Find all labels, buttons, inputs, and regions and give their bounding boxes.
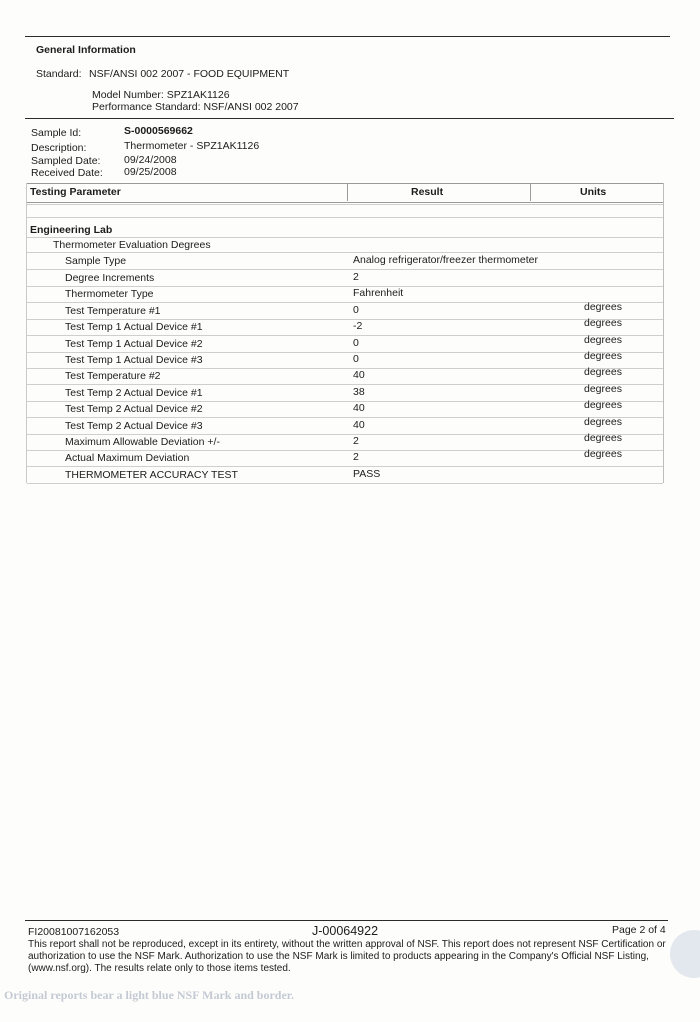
row-result: 0 xyxy=(353,304,359,316)
subsection-thermometer-evaluation: Thermometer Evaluation Degrees xyxy=(53,239,211,251)
row-result: 40 xyxy=(353,402,365,414)
section-engineering-lab: Engineering Lab xyxy=(30,224,113,236)
row-parameter: Test Temperature #2 xyxy=(65,370,161,382)
table-row xyxy=(27,253,663,270)
row-result: -2 xyxy=(353,320,363,332)
performance-standard: Performance Standard: NSF/ANSI 002 2007 xyxy=(92,101,299,113)
standard-value: NSF/ANSI 002 2007 - FOOD EQUIPMENT xyxy=(89,68,290,80)
top-rule xyxy=(25,36,670,37)
row-units: degrees xyxy=(584,399,622,411)
sampled-date-label: Sampled Date: xyxy=(31,155,101,167)
page-number: Page 2 of 4 xyxy=(612,924,666,936)
header-testing-parameter: Testing Parameter xyxy=(30,186,121,198)
table-row xyxy=(27,450,663,467)
row-parameter: Degree Increments xyxy=(65,272,155,284)
sample-id-label: Sample Id: xyxy=(31,127,82,139)
table-row xyxy=(27,303,663,320)
row-result: 2 xyxy=(353,451,359,463)
sample-id-value: S-0000569662 xyxy=(124,125,193,137)
description-label: Description: xyxy=(31,142,87,154)
model-number: Model Number: SPZ1AK1126 xyxy=(92,89,230,101)
nsf-mark-watermark xyxy=(670,930,700,978)
header-divider xyxy=(530,183,531,201)
row-parameter: Sample Type xyxy=(65,255,127,267)
row-result: Fahrenheit xyxy=(353,287,404,299)
table-row xyxy=(27,401,663,418)
row-parameter: Test Temp 2 Actual Device #1 xyxy=(65,387,203,399)
row-result: 0 xyxy=(353,353,359,365)
results-table xyxy=(26,183,664,483)
row-units: degrees xyxy=(584,416,622,428)
row-result: PASS xyxy=(353,468,381,480)
row-units: degrees xyxy=(584,383,622,395)
row-result: 40 xyxy=(353,369,365,381)
row-result: 2 xyxy=(353,271,359,283)
header-units: Units xyxy=(580,186,607,198)
job-number: J-00064922 xyxy=(312,924,379,938)
table-row xyxy=(27,385,663,402)
row-parameter: Actual Maximum Deviation xyxy=(65,452,190,464)
row-parameter: Thermometer Type xyxy=(65,288,154,300)
original-report-note: Original reports bear a light blue NSF Mark and border. xyxy=(4,988,295,1002)
row-units: degrees xyxy=(584,301,622,313)
row-units: degrees xyxy=(584,432,622,444)
table-row xyxy=(27,336,663,353)
sampled-date-value: 09/24/2008 xyxy=(124,154,177,166)
table-row xyxy=(27,319,663,336)
row-parameter: Test Temperature #1 xyxy=(65,305,161,317)
row-result: 38 xyxy=(353,386,365,398)
table-row xyxy=(27,286,663,303)
received-date-value: 09/25/2008 xyxy=(124,166,177,178)
row-units: degrees xyxy=(584,366,622,378)
disclaimer-text: This report shall not be reproduced, except in its entirety, without the written approval of NSF. This report does not represent NSF Certification or authorization to use the NSF Mark. Authorization to use the NSF Mark is limited to products appearing in the Company's Official NSF Listing, (www.nsf.org). The results relate only to those items tested. xyxy=(28,939,666,974)
document-id: FI20081007162053 xyxy=(28,926,120,938)
row-parameter: Maximum Allowable Deviation +/- xyxy=(65,436,220,448)
general-information-title: General Information xyxy=(36,44,136,56)
sample-rule xyxy=(25,118,674,119)
received-date-label: Received Date: xyxy=(31,167,103,179)
row-units: degrees xyxy=(584,448,622,460)
table-row xyxy=(27,418,663,435)
table-row xyxy=(27,467,663,484)
standard-label: Standard: xyxy=(36,68,82,80)
row-parameter: THERMOMETER ACCURACY TEST xyxy=(65,469,238,481)
description-value: Thermometer - SPZ1AK1126 xyxy=(124,140,260,152)
header-divider xyxy=(347,183,348,201)
table-row xyxy=(27,270,663,287)
row-parameter: Test Temp 1 Actual Device #1 xyxy=(65,321,203,333)
table-row xyxy=(27,368,663,385)
table-header xyxy=(27,183,663,203)
row-units: degrees xyxy=(584,350,622,362)
row-units: degrees xyxy=(584,317,622,329)
row-result: 0 xyxy=(353,337,359,349)
footer-rule xyxy=(25,920,668,921)
row-result: 40 xyxy=(353,419,365,431)
row-result: 2 xyxy=(353,435,359,447)
table-row xyxy=(27,352,663,369)
header-result: Result xyxy=(411,186,444,198)
row-parameter: Test Temp 2 Actual Device #2 xyxy=(65,403,203,415)
row-divider xyxy=(27,217,663,218)
row-divider xyxy=(27,204,663,205)
row-parameter: Test Temp 1 Actual Device #3 xyxy=(65,354,203,366)
row-divider xyxy=(27,237,663,238)
row-result: Analog refrigerator/freezer thermometer xyxy=(353,254,538,266)
row-parameter: Test Temp 2 Actual Device #3 xyxy=(65,420,203,432)
row-parameter: Test Temp 1 Actual Device #2 xyxy=(65,338,203,350)
row-units: degrees xyxy=(584,334,622,346)
table-row xyxy=(27,434,663,451)
